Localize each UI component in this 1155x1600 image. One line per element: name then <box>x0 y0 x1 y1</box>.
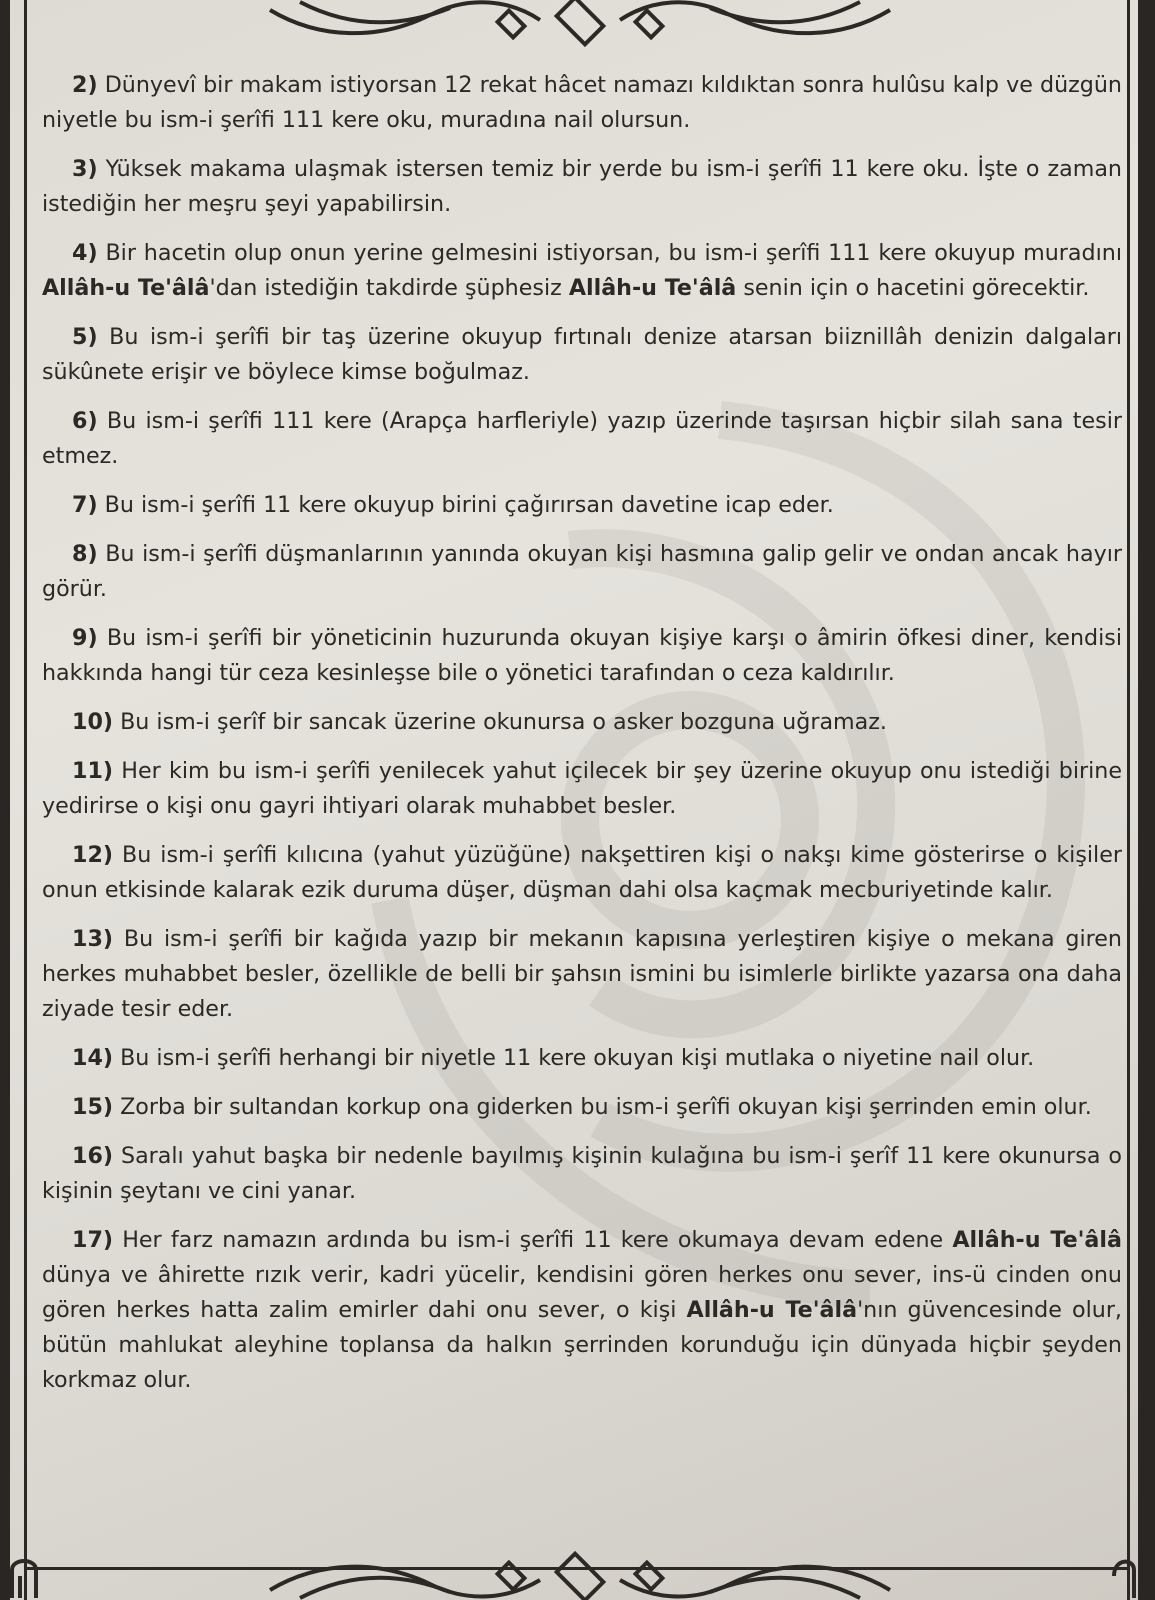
paragraph-text: Bu ism-i şerîfi kılıcına (yahut yüzüğüne) nakşettiren kişi o nakşı kime gösterirse o kişiler onun etkisinde kalarak ezik duruma düşer, düşman dahi olsa kaçmak mecburiyetinde kalır. <box>42 842 1122 903</box>
frame-right-border <box>1127 0 1130 1600</box>
paragraph-text: 'nın güvencesinde olur, bütün mahlukat aleyhine toplansa da halkın şerrinden korunduğu için dünyada hiçbir şeyden korkmaz olur. <box>42 1297 1122 1393</box>
paragraph-text: 'dan istediğin takdirde şüphesiz <box>209 275 569 301</box>
paragraph-number: 14) <box>72 1045 114 1071</box>
corner-ornament-right <box>1100 1540 1138 1600</box>
paragraph-number: 3) <box>72 156 98 182</box>
divine-name-text: Allâh-u Te'âlâ <box>568 275 737 301</box>
book-page <box>10 0 1138 1600</box>
numbered-paragraph <box>42 1223 1122 1398</box>
numbered-paragraph <box>42 922 1122 1027</box>
article-body <box>42 68 1122 1412</box>
paragraph-text: Zorba bir sultandan korkup ona giderken bu ism-i şerîfi okuyan kişi şerrinden emin olur. <box>113 1094 1092 1120</box>
numbered-paragraph <box>42 1139 1122 1209</box>
paragraph-number: 17) <box>72 1227 114 1253</box>
paragraph-text: Bir hacetin olup onun yerine gelmesini istiyorsan, bu ism-i şerîfi 111 kere okuyup muradını <box>97 240 1122 266</box>
paragraph-number: 2) <box>72 72 98 98</box>
numbered-paragraph <box>42 68 1122 138</box>
paragraph-number: 16) <box>72 1143 114 1169</box>
paragraph-text: Bu ism-i şerîfi bir kağıda yazıp bir mekanın kapısına yerleştiren kişiye o mekana giren herkes muhabbet besler, özellikle de belli bir şahsın ismini bu isimlerle birlikte yazarsa ona daha ziyade tesir eder. <box>42 926 1122 1022</box>
paragraph-text: Bu ism-i şerîfi düşmanlarının yanında okuyan kişi hasmına galip gelir ve ondan ancak hayır görür. <box>42 541 1122 602</box>
corner-ornament-left <box>10 1540 46 1600</box>
paragraph-text: Bu ism-i şerîfi 11 kere okuyup birini çağırırsan davetine icap eder. <box>97 492 834 518</box>
paragraph-number: 7) <box>72 492 98 518</box>
paragraph-text: Bu ism-i şerîfi herhangi bir niyetle 11 kere okuyan kişi mutlaka o niyetine nail olur. <box>113 1045 1035 1071</box>
numbered-paragraph <box>42 152 1122 222</box>
divine-name-text: Allâh-u Te'âlâ <box>686 1297 858 1323</box>
paragraph-number: 5) <box>72 324 98 350</box>
numbered-paragraph <box>42 488 1122 523</box>
paragraph-text: Bu ism-i şerîf bir sancak üzerine okunursa o asker bozguna uğramaz. <box>113 709 887 735</box>
paragraph-number: 13) <box>72 926 114 952</box>
numbered-paragraph <box>42 1090 1122 1125</box>
paragraph-number: 12) <box>72 842 114 868</box>
numbered-paragraph <box>42 404 1122 474</box>
numbered-paragraph <box>42 537 1122 607</box>
paragraph-text: dünya ve âhirette rızık verir, kadri yücelir, kendisini gören herkes onu sever, ins-ü cinden onu gören herkes hatta zalim emirler dahi onu sever, o kişi <box>42 1262 1122 1323</box>
paragraph-text: Her farz namazın ardında bu ism-i şerîfi 11 kere okumaya devam edene <box>113 1227 953 1253</box>
paragraph-number: 6) <box>72 408 98 434</box>
paragraph-number: 10) <box>72 709 114 735</box>
paragraph-text: Bu ism-i şerîfi bir yöneticinin huzurunda okuyan kişiye karşı o âmirin öfkesi diner, kendisi hakkında hangi tür ceza kesinleşse bile o yönetici tarafından o ceza kaldırılır. <box>42 625 1122 686</box>
frame-left-border <box>24 0 27 1600</box>
paragraph-text: senin için o hacetini görecektir. <box>736 275 1090 301</box>
numbered-paragraph <box>42 1041 1122 1076</box>
paragraph-number: 4) <box>72 240 98 266</box>
paragraph-number: 8) <box>72 541 98 567</box>
numbered-paragraph <box>42 320 1122 390</box>
paragraph-text: Bu ism-i şerîfi bir taş üzerine okuyup fırtınalı denize atarsan biiznillâh denizin dalgaları sükûnete erişir ve böylece kimse boğulmaz. <box>42 324 1122 385</box>
numbered-paragraph <box>42 621 1122 691</box>
paragraph-number: 9) <box>72 625 98 651</box>
top-ornament <box>260 0 900 50</box>
paragraph-number: 15) <box>72 1094 114 1120</box>
numbered-paragraph <box>42 236 1122 306</box>
paragraph-text: Yüksek makama ulaşmak istersen temiz bir yerde bu ism-i şerîfi 11 kere oku. İşte o zaman istediğin her meşru şeyi yapabilirsin. <box>42 156 1122 217</box>
divine-name-text: Allâh-u Te'âlâ <box>42 275 210 301</box>
paragraph-number: 11) <box>72 758 114 784</box>
numbered-paragraph <box>42 705 1122 740</box>
divine-name-text: Allâh-u Te'âlâ <box>952 1227 1122 1253</box>
bottom-ornament <box>260 1546 900 1600</box>
paragraph-text: Saralı yahut başka bir nedenle bayılmış kişinin kulağına bu ism-i şerîf 11 kere okunursa o kişinin şeytanı ve cini yanar. <box>42 1143 1122 1204</box>
paragraph-text: Dünyevî bir makam istiyorsan 12 rekat hâcet namazı kıldıktan sonra hulûsu kalp ve düzgün niyetle bu ism-i şerîfi 111 kere oku, muradına nail olursun. <box>42 72 1122 133</box>
numbered-paragraph <box>42 754 1122 824</box>
paragraph-text: Bu ism-i şerîfi 111 kere (Arapça harfleriyle) yazıp üzerinde taşırsan hiçbir silah sana tesir etmez. <box>42 408 1122 469</box>
paragraph-text: Her kim bu ism-i şerîfi yenilecek yahut içilecek bir şey üzerine okuyup onu istediği birine yedirirse o kişi onu gayri ihtiyari olarak muhabbet besler. <box>42 758 1122 819</box>
numbered-paragraph <box>42 838 1122 908</box>
